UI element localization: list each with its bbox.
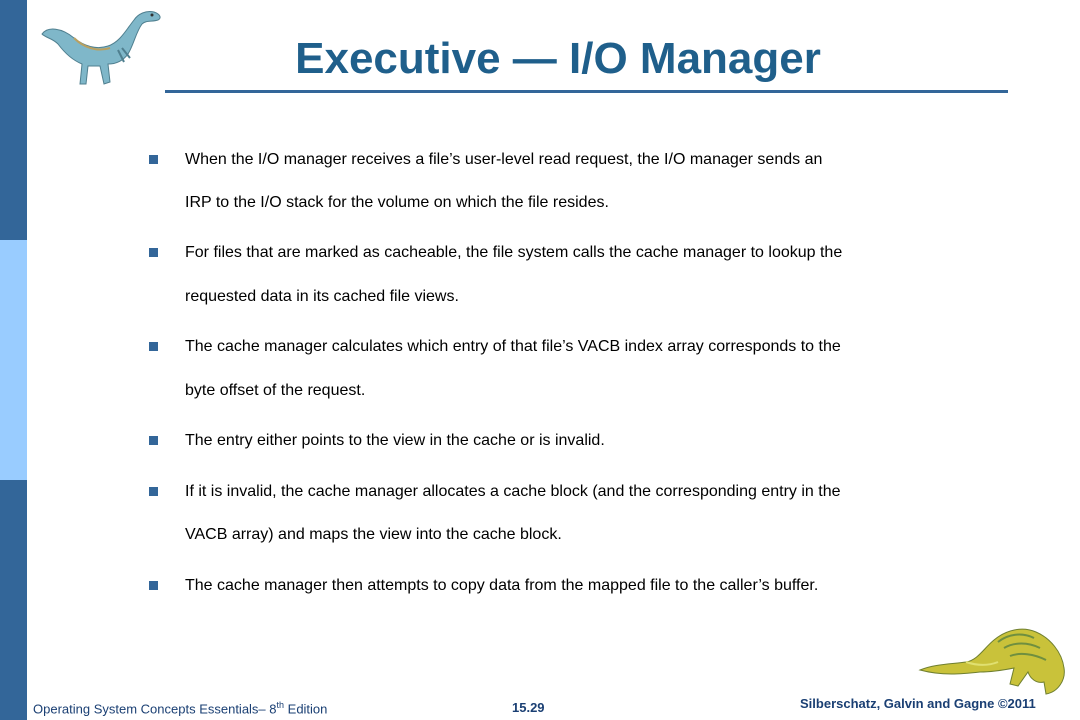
page-number: 15.29: [512, 700, 545, 715]
page-title: Executive — I/O Manager: [295, 34, 821, 83]
bullet-3-line-2: byte offset of the request.: [185, 382, 366, 399]
bullet-2-line-2: requested data in its cached file views.: [185, 288, 459, 305]
bullet-marker-icon: [146, 578, 160, 592]
bullet-3-line-1: The cache manager calculates which entry of that file’s VACB index array corresponds to the: [185, 338, 841, 355]
footer-book-suffix: Edition: [284, 701, 328, 717]
bullet-1-line-1: When the I/O manager receives a file’s user-level read request, the I/O manager sends an: [185, 151, 823, 168]
footer-book-prefix: Operating System Concepts Essentials– 8: [33, 701, 277, 717]
bullet-marker-icon: [146, 339, 160, 353]
bullet-2-line-1: For files that are marked as cacheable, the file system calls the cache manager to lookup the: [185, 244, 843, 261]
bullet-1-line-2: IRP to the I/O stack for the volume on which the file resides.: [185, 194, 609, 211]
dinosaur-icon: [918, 612, 1068, 700]
bullet-marker-icon: [146, 152, 160, 166]
bullet-6-line-1: The cache manager then attempts to copy data from the mapped file to the caller’s buffer.: [185, 577, 819, 594]
bullet-marker-icon: [146, 245, 160, 259]
bullet-marker-icon: [146, 433, 160, 447]
bullet-5-line-1: If it is invalid, the cache manager allocates a cache block (and the corresponding entry in the: [185, 483, 841, 500]
footer-book-title: [33, 700, 327, 716]
bullet-marker-icon: [146, 484, 160, 498]
footer-copyright: Silberschatz, Galvin and Gagne ©2011: [800, 696, 1036, 711]
footer-book-sup: th: [276, 700, 285, 710]
bullet-4-line-1: The entry either points to the view in the cache or is invalid.: [185, 432, 605, 449]
bullet-5-line-2: VACB array) and maps the view into the cache block.: [185, 526, 562, 543]
